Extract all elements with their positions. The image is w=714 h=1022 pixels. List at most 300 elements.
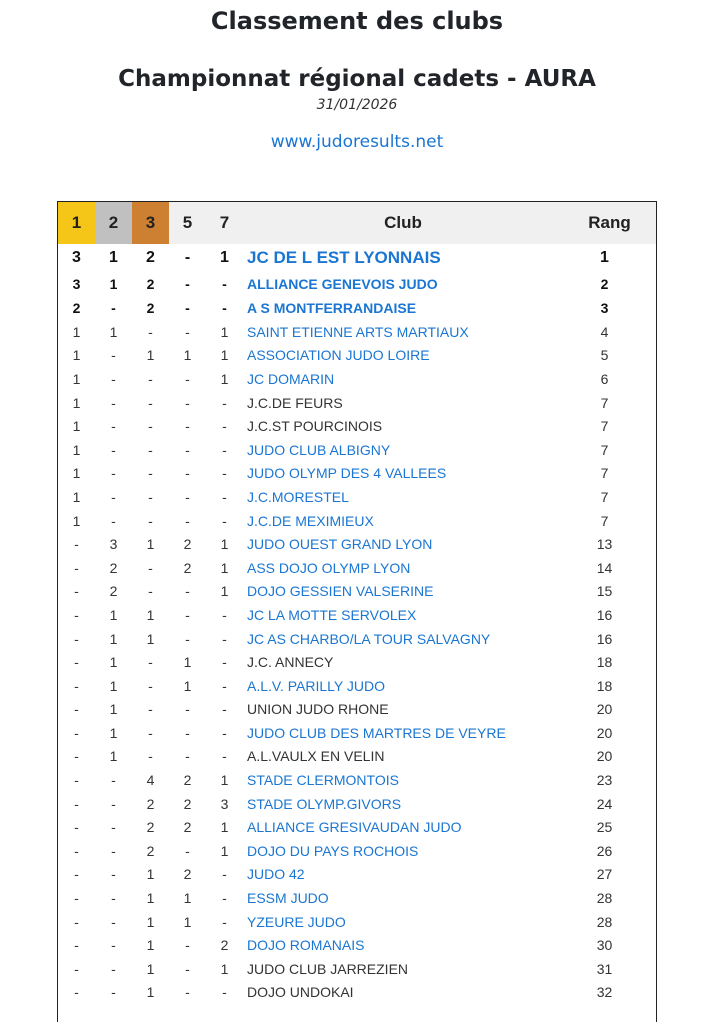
- club-link[interactable]: JUDO CLUB ALBIGNY: [247, 441, 391, 458]
- medal-count-m7: 1: [220, 819, 229, 836]
- club-cell: [243, 815, 563, 839]
- medal-count-m3: -: [148, 748, 153, 765]
- medal-count-m5: -: [185, 300, 190, 316]
- medal-count-m2: 1: [109, 249, 118, 266]
- club-name: UNION JUDO RHONE: [247, 701, 389, 718]
- medal-count-m2: -: [111, 795, 116, 812]
- rank-cell: 20: [596, 724, 613, 741]
- club-cell: [243, 674, 563, 698]
- club-name: JUDO CLUB JARREZIEN: [247, 960, 409, 977]
- medal-count-m5: 1: [183, 890, 192, 907]
- medal-count-m7: -: [222, 465, 227, 482]
- medal-count-m2: -: [111, 488, 116, 505]
- medal-count-m7: -: [222, 890, 227, 907]
- site-link[interactable]: www.judoresults.net: [270, 132, 444, 152]
- club-link[interactable]: JUDO OLYMP DES 4 VALLEES: [247, 465, 447, 482]
- club-cell: [243, 509, 563, 533]
- table-row: [58, 344, 656, 368]
- medal-count-m1: -: [74, 819, 79, 836]
- medal-count-m2: -: [111, 441, 116, 458]
- ranking-table-container: [57, 201, 657, 1022]
- club-link[interactable]: ASS DOJO OLYMP LYON: [247, 559, 411, 576]
- medal-count-m7: -: [222, 866, 227, 883]
- table-row: [58, 768, 656, 792]
- medal-count-m2: -: [111, 819, 116, 836]
- rank-cell: 7: [600, 512, 609, 529]
- rank-cell: 16: [596, 630, 613, 647]
- club-cell: [243, 627, 563, 651]
- club-link[interactable]: ALLIANCE GRESIVAUDAN JUDO: [247, 819, 462, 836]
- medal-count-m2: 1: [109, 724, 118, 741]
- medal-count-m2: 1: [109, 630, 118, 647]
- medal-count-m2: 1: [109, 748, 118, 765]
- medal-count-m7: 1: [220, 583, 229, 600]
- club-cell: [243, 768, 563, 792]
- club-link[interactable]: A.L.V. PARILLY JUDO: [247, 677, 385, 694]
- club-link[interactable]: JUDO OUEST GRAND LYON: [247, 536, 433, 553]
- medal-count-m3: -: [148, 323, 153, 340]
- medal-count-m3: 1: [146, 937, 155, 954]
- header-rang: Rang: [563, 202, 656, 244]
- medal-count-m1: -: [74, 536, 79, 553]
- table-body: [58, 244, 656, 1004]
- rank-cell: 24: [596, 795, 613, 812]
- medal-count-m5: -: [184, 249, 191, 266]
- medal-count-m7: 1: [220, 347, 229, 364]
- medal-count-m5: 1: [183, 654, 192, 671]
- medal-count-m5: -: [185, 323, 190, 340]
- medal-count-m2: 1: [109, 654, 118, 671]
- club-link[interactable]: YZEURE JUDO: [247, 913, 346, 930]
- medal-count-m5: -: [185, 630, 190, 647]
- club-cell: [243, 272, 563, 296]
- medal-count-m1: -: [74, 937, 79, 954]
- medal-count-m2: -: [111, 890, 116, 907]
- club-cell: [243, 320, 563, 344]
- medal-count-m7: -: [222, 654, 227, 671]
- club-cell: [243, 414, 563, 438]
- competition-title: Championnat régional cadets - AURA: [118, 66, 596, 92]
- medal-count-m3: 2: [146, 795, 155, 812]
- rank-cell: 15: [596, 583, 613, 600]
- club-cell: [243, 957, 563, 981]
- medal-count-m3: -: [148, 394, 153, 411]
- medal-count-m2: -: [111, 960, 116, 977]
- medal-count-m7: 1: [220, 842, 229, 859]
- rank-cell: 4: [600, 323, 609, 340]
- club-name: J.C. ANNECY: [247, 654, 334, 671]
- rank-cell: 7: [600, 394, 609, 411]
- table-row: [58, 981, 656, 1005]
- medal-count-m1: -: [74, 890, 79, 907]
- table-row: [58, 627, 656, 651]
- medal-count-m1: -: [74, 913, 79, 930]
- medal-count-m7: -: [222, 418, 227, 435]
- medal-count-m2: 1: [109, 677, 118, 694]
- medal-count-m1: -: [74, 583, 79, 600]
- club-link[interactable]: ESSM JUDO: [247, 890, 329, 907]
- medal-count-m7: 1: [220, 370, 229, 387]
- competition-date: 31/01/2026: [316, 97, 398, 113]
- table-row: [58, 272, 656, 296]
- medal-count-m7: -: [222, 701, 227, 718]
- medal-count-m3: -: [148, 654, 153, 671]
- club-link[interactable]: JUDO CLUB DES MARTRES DE VEYRE: [247, 724, 506, 741]
- header-bronze: 3: [132, 202, 169, 244]
- club-link[interactable]: J.C.DE MEXIMIEUX: [247, 512, 374, 529]
- table-row: [58, 438, 656, 462]
- club-link[interactable]: JC DOMARIN: [247, 370, 335, 387]
- table-row: [58, 698, 656, 722]
- medal-count-m3: -: [148, 418, 153, 435]
- table-row: [58, 603, 656, 627]
- medal-count-m2: -: [111, 300, 116, 316]
- medal-count-m5: -: [185, 748, 190, 765]
- table-row: [58, 580, 656, 604]
- medal-count-m3: 2: [146, 276, 155, 292]
- table-row: [58, 391, 656, 415]
- medal-count-m2: 1: [109, 276, 118, 292]
- medal-count-m3: 4: [146, 772, 155, 789]
- medal-count-m2: 1: [109, 606, 118, 623]
- table-row: [58, 815, 656, 839]
- table-row: [58, 414, 656, 438]
- club-link[interactable]: DOJO GESSIEN VALSERINE: [247, 583, 434, 600]
- club-name: J.C.DE FEURS: [247, 394, 343, 411]
- medal-count-m2: -: [111, 370, 116, 387]
- club-link[interactable]: ALLIANCE GENEVOIS JUDO: [247, 276, 438, 292]
- rank-cell: 5: [600, 347, 609, 364]
- medal-count-m1: 3: [72, 276, 81, 292]
- table-row: [58, 933, 656, 957]
- medal-count-m2: 2: [109, 559, 118, 576]
- medal-count-m7: -: [222, 606, 227, 623]
- medal-count-m2: -: [111, 465, 116, 482]
- table-row: [58, 839, 656, 863]
- medal-count-m3: 1: [146, 913, 155, 930]
- medal-count-m5: 1: [183, 677, 192, 694]
- medal-count-m1: 1: [72, 347, 81, 364]
- medal-count-m3: -: [148, 724, 153, 741]
- medal-count-m1: -: [74, 842, 79, 859]
- medal-count-m1: -: [74, 960, 79, 977]
- medal-count-m5: -: [185, 276, 190, 292]
- medal-count-m1: -: [74, 866, 79, 883]
- medal-count-m5: -: [185, 606, 190, 623]
- table-row: [58, 957, 656, 981]
- club-cell: [243, 344, 563, 368]
- medal-count-m5: 2: [183, 819, 192, 836]
- table-row: [58, 745, 656, 769]
- medal-count-m7: 1: [220, 772, 229, 789]
- medal-count-m5: 1: [183, 347, 192, 364]
- medal-count-m3: 2: [146, 300, 155, 316]
- club-cell: [243, 462, 563, 486]
- medal-count-m2: -: [111, 394, 116, 411]
- medal-count-m2: -: [111, 866, 116, 883]
- medal-count-m1: -: [74, 772, 79, 789]
- rank-cell: 30: [596, 937, 613, 954]
- club-cell: [243, 603, 563, 627]
- rank-cell: 16: [596, 606, 613, 623]
- medal-count-m5: -: [185, 701, 190, 718]
- medal-count-m3: -: [148, 677, 153, 694]
- club-cell: [243, 580, 563, 604]
- medal-count-m5: -: [185, 960, 190, 977]
- medal-count-m7: 1: [220, 559, 229, 576]
- club-link[interactable]: J.C.MORESTEL: [247, 488, 349, 505]
- medal-count-m5: -: [185, 441, 190, 458]
- medal-count-m2: 3: [109, 536, 118, 553]
- medal-count-m7: -: [222, 724, 227, 741]
- club-cell: [243, 886, 563, 910]
- club-cell: [243, 745, 563, 769]
- rank-cell: 28: [596, 913, 613, 930]
- medal-count-m5: 2: [183, 795, 192, 812]
- medal-count-m5: 2: [183, 559, 192, 576]
- medal-count-m1: -: [74, 677, 79, 694]
- medal-count-m7: -: [222, 488, 227, 505]
- club-cell: [243, 721, 563, 745]
- rank-cell: 7: [600, 488, 609, 505]
- rank-cell: 7: [600, 441, 609, 458]
- medal-count-m7: -: [222, 630, 227, 647]
- medal-count-m3: -: [148, 441, 153, 458]
- medal-count-m7: -: [222, 300, 227, 316]
- club-cell: [243, 391, 563, 415]
- site-link-wrap: [0, 130, 714, 154]
- table-row: [58, 367, 656, 391]
- medal-count-m2: -: [111, 937, 116, 954]
- medal-count-m3: -: [148, 465, 153, 482]
- medal-count-m3: 1: [146, 866, 155, 883]
- rank-cell: 7: [600, 465, 609, 482]
- medal-count-m5: -: [185, 418, 190, 435]
- rank-cell: 3: [600, 300, 609, 316]
- table-row: [58, 485, 656, 509]
- medal-count-m1: 1: [72, 441, 81, 458]
- medal-count-m1: 1: [72, 394, 81, 411]
- medal-count-m5: -: [185, 984, 190, 1001]
- rank-cell: 2: [600, 276, 609, 292]
- rank-cell: 1: [600, 249, 609, 266]
- medal-count-m5: -: [185, 583, 190, 600]
- table-row: [58, 910, 656, 934]
- page-title: Classement des clubs: [210, 7, 504, 35]
- club-cell: [243, 438, 563, 462]
- club-name: J.C.ST POURCINOIS: [247, 418, 383, 435]
- club-cell: [243, 863, 563, 887]
- medal-count-m2: -: [111, 512, 116, 529]
- medal-count-m2: 2: [109, 583, 118, 600]
- medal-count-m7: 1: [220, 249, 229, 266]
- rank-cell: 18: [596, 654, 613, 671]
- table-row: [58, 462, 656, 486]
- medal-count-m1: 1: [72, 323, 81, 340]
- medal-count-m7: 1: [220, 536, 229, 553]
- header-silver: 2: [95, 202, 132, 244]
- medal-count-m1: -: [74, 606, 79, 623]
- medal-count-m3: 1: [146, 890, 155, 907]
- medal-count-m7: -: [222, 276, 227, 292]
- medal-count-m2: 1: [109, 701, 118, 718]
- medal-count-m3: -: [148, 559, 153, 576]
- medal-count-m3: 1: [146, 630, 155, 647]
- medal-count-m5: 2: [183, 866, 192, 883]
- medal-count-m3: 1: [146, 984, 155, 1001]
- medal-count-m1: -: [74, 748, 79, 765]
- club-cell: [243, 485, 563, 509]
- medal-count-m3: -: [148, 701, 153, 718]
- medal-count-m7: 2: [220, 937, 229, 954]
- club-cell: [243, 556, 563, 580]
- club-cell: [243, 839, 563, 863]
- medal-count-m2: -: [111, 347, 116, 364]
- medal-count-m5: -: [185, 512, 190, 529]
- medal-count-m1: -: [74, 630, 79, 647]
- medal-count-m3: 2: [146, 842, 155, 859]
- rank-cell: 7: [600, 418, 609, 435]
- club-link[interactable]: SAINT ETIENNE ARTS MARTIAUX: [247, 323, 469, 340]
- rank-cell: 25: [596, 819, 613, 836]
- club-link[interactable]: STADE CLERMONTOIS: [247, 772, 399, 789]
- rank-cell: 20: [596, 748, 613, 765]
- medal-count-m5: -: [185, 937, 190, 954]
- medal-count-m1: 1: [72, 465, 81, 482]
- medal-count-m5: -: [185, 370, 190, 387]
- medal-count-m1: 1: [72, 418, 81, 435]
- rank-cell: 32: [596, 984, 613, 1001]
- medal-count-m7: -: [222, 512, 227, 529]
- medal-count-m5: -: [185, 488, 190, 505]
- club-cell: [243, 933, 563, 957]
- medal-count-m5: -: [185, 465, 190, 482]
- medal-count-m3: 1: [146, 536, 155, 553]
- medal-count-m1: -: [74, 984, 79, 1001]
- rank-cell: 26: [596, 842, 613, 859]
- medal-count-m1: -: [74, 559, 79, 576]
- medal-count-m7: 1: [220, 960, 229, 977]
- club-link[interactable]: DOJO ROMANAIS: [247, 937, 365, 954]
- table-row: [58, 721, 656, 745]
- medal-count-m1: -: [74, 724, 79, 741]
- medal-count-m1: -: [74, 795, 79, 812]
- medal-count-m5: -: [185, 842, 190, 859]
- rank-cell: 18: [596, 677, 613, 694]
- medal-count-m7: -: [222, 984, 227, 1001]
- medal-count-m7: 1: [220, 323, 229, 340]
- club-link[interactable]: STADE OLYMP.GIVORS: [247, 795, 402, 812]
- club-link[interactable]: ASSOCIATION JUDO LOIRE: [247, 347, 430, 364]
- medal-count-m5: 2: [183, 536, 192, 553]
- ranking-table: [58, 202, 656, 1004]
- club-link[interactable]: JC AS CHARBO/LA TOUR SALVAGNY: [247, 630, 491, 647]
- club-cell: [243, 296, 563, 320]
- rank-cell: 13: [596, 536, 613, 553]
- table-row: [58, 863, 656, 887]
- medal-count-m3: 2: [146, 819, 155, 836]
- header-fifth: 5: [169, 202, 206, 244]
- medal-count-m1: 2: [72, 300, 81, 316]
- medal-count-m1: -: [74, 654, 79, 671]
- rank-cell: 31: [596, 960, 613, 977]
- club-cell: [243, 367, 563, 391]
- table-header: [58, 202, 656, 244]
- header-seventh: 7: [206, 202, 243, 244]
- club-cell: [243, 650, 563, 674]
- medal-count-m1: -: [74, 701, 79, 718]
- medal-count-m7: -: [222, 677, 227, 694]
- club-name: DOJO UNDOKAI: [247, 984, 354, 1001]
- medal-count-m7: -: [222, 748, 227, 765]
- club-cell: [243, 532, 563, 556]
- medal-count-m7: -: [222, 441, 227, 458]
- rank-cell: 20: [596, 701, 613, 718]
- table-row: [58, 296, 656, 320]
- club-cell: [243, 698, 563, 722]
- medal-count-m7: -: [222, 394, 227, 411]
- rank-cell: 6: [600, 370, 609, 387]
- rank-cell: 27: [596, 866, 613, 883]
- table-row: [58, 792, 656, 816]
- club-link[interactable]: JC LA MOTTE SERVOLEX: [247, 606, 417, 623]
- club-name: A.L.VAULX EN VELIN: [247, 748, 385, 765]
- table-row: [58, 320, 656, 344]
- medal-count-m5: 2: [183, 772, 192, 789]
- table-row: [58, 509, 656, 533]
- rank-cell: 23: [596, 772, 613, 789]
- medal-count-m2: -: [111, 984, 116, 1001]
- table-row: [58, 556, 656, 580]
- medal-count-m5: 1: [183, 913, 192, 930]
- table-row: [58, 650, 656, 674]
- medal-count-m2: -: [111, 842, 116, 859]
- medal-count-m2: -: [111, 913, 116, 930]
- medal-count-m3: -: [148, 488, 153, 505]
- table-row: [58, 674, 656, 698]
- table-row: [58, 244, 656, 272]
- medal-count-m2: -: [111, 418, 116, 435]
- medal-count-m5: -: [185, 394, 190, 411]
- club-link[interactable]: A S MONTFERRANDAISE: [247, 300, 417, 316]
- club-link[interactable]: JUDO 42: [247, 866, 305, 883]
- medal-count-m7: -: [222, 913, 227, 930]
- table-row: [58, 532, 656, 556]
- table-row: [58, 886, 656, 910]
- medal-count-m1: 1: [72, 512, 81, 529]
- medal-count-m3: 1: [146, 606, 155, 623]
- medal-count-m3: 2: [146, 249, 155, 266]
- header-club: Club: [243, 202, 563, 244]
- medal-count-m3: -: [148, 512, 153, 529]
- medal-count-m2: -: [111, 772, 116, 789]
- medal-count-m7: 3: [220, 795, 229, 812]
- club-link[interactable]: DOJO DU PAYS ROCHOIS: [247, 842, 419, 859]
- club-cell: [243, 244, 563, 272]
- medal-count-m2: 1: [109, 323, 118, 340]
- medal-count-m1: 1: [72, 488, 81, 505]
- medal-count-m3: -: [148, 583, 153, 600]
- medal-count-m1: 3: [72, 249, 81, 266]
- header-gold: 1: [58, 202, 95, 244]
- medal-count-m3: -: [148, 370, 153, 387]
- medal-count-m5: -: [185, 724, 190, 741]
- medal-count-m3: 1: [146, 960, 155, 977]
- club-link[interactable]: JC DE L EST LYONNAIS: [247, 248, 441, 267]
- club-cell: [243, 981, 563, 1005]
- medal-count-m1: 1: [72, 370, 81, 387]
- club-cell: [243, 792, 563, 816]
